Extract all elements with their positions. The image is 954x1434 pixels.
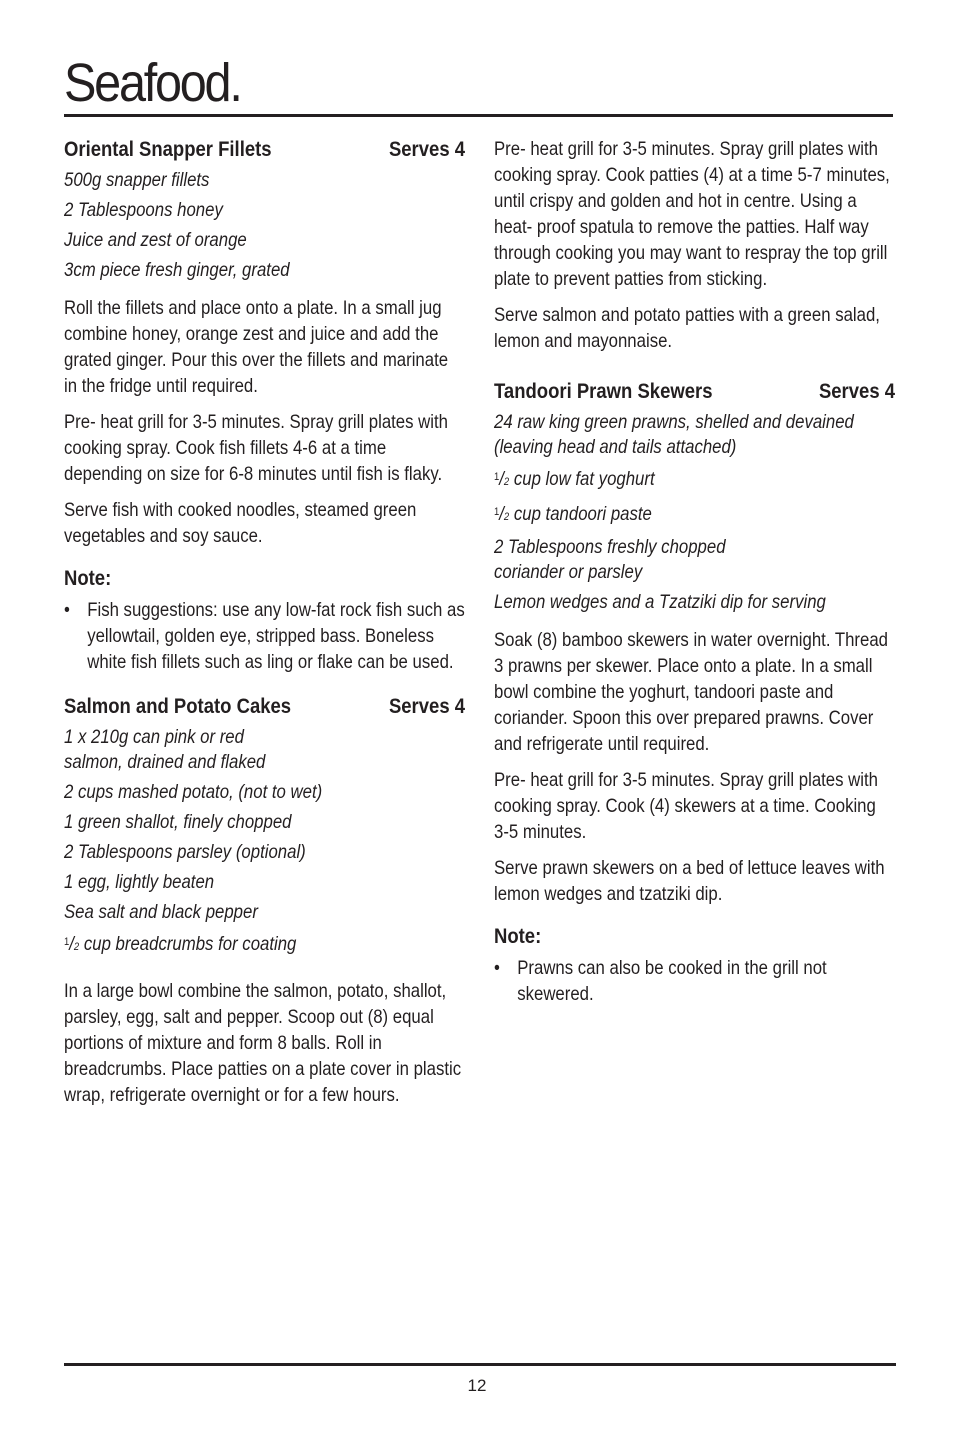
ingredient-item: 3cm piece fresh ginger, grated [64, 259, 290, 281]
right-column [494, 136, 896, 1025]
ingredient-item: Juice and zest of orange [64, 229, 247, 251]
recipe-heading-prawn [494, 378, 895, 404]
ingredient-item: 2 Tablespoons honey [64, 199, 223, 221]
ingredient-item: Lemon wedges and a Tzatziki dip for serving [494, 591, 826, 613]
top-divider [64, 114, 893, 117]
bullet-marker: • [64, 599, 70, 621]
ingredient-item: 1 x 210g can pink or red salmon, drained and flaked [64, 726, 266, 773]
ingredient-item: 2 Tablespoons parsley (optional) [64, 841, 306, 863]
note-heading: Note: [494, 924, 542, 948]
recipe-title: Salmon and Potato Cakes [64, 694, 292, 718]
method-paragraph: In a large bowl combine the salmon, potato, shallot, parsley, egg, salt and pepper. Scoop out (8) equal portions of mixture and form 8 balls. Roll in breadcrumbs. Place patties on a plate cover in plastic wrap, refrigerate overnight or for a few hours. [64, 980, 462, 1106]
note-bullet-item [494, 955, 895, 1007]
ingredient-list [494, 410, 895, 615]
method-paragraph: Serve salmon and potato patties with a green salad, lemon and mayonnaise. [494, 304, 880, 352]
ingredient-item [494, 500, 895, 530]
recipe-heading-snapper [64, 136, 465, 162]
method-paragraph: Serve fish with cooked noodles, steamed green vegetables and soy sauce. [64, 499, 417, 547]
fraction-slash: / [69, 933, 74, 955]
serves-label: Serves 4 [388, 137, 466, 161]
fraction-slash: / [499, 468, 504, 490]
right-column-content [494, 136, 895, 1007]
serves-label: Serves 4 [388, 694, 466, 718]
method-paragraph: Soak (8) bamboo skewers in water overnight. Thread 3 prawns per skewer. Place onto a plate. In a small bowl combine the yoghurt, tandoori paste and coriander. Spoon this over prepared prawns. Cover and refrigerate until required. [494, 629, 888, 755]
method-paragraph: Pre- heat grill for 3-5 minutes. Spray grill plates with cooking spray. Cook patties (4) at a time 5-7 minutes, until crispy and golden and hot in centre. Using a heat- proof spatula to remove the patties. Half way through cooking you may want to respray the top grill plate to prevent patties from sticking. [494, 138, 890, 290]
left-column-content [64, 136, 465, 1108]
fraction-numerator: 1 [494, 506, 500, 518]
method-paragraph: Serve prawn skewers on a bed of lettuce leaves with lemon wedges and tzatziki dip. [494, 857, 885, 905]
ingredient-list [64, 725, 465, 960]
note-text: Fish suggestions: use any low-fat rock fish such as yellowtail, golden eye, stripped bass. Boneless white fish fillets such as ling or flake can be used. [87, 599, 465, 673]
ingredient-list [64, 168, 465, 283]
ingredient-item: 1 egg, lightly beaten [64, 871, 215, 893]
ingredient-text: cup low fat yoghurt [509, 468, 655, 490]
note-text: Prawns can also be cooked in the grill not skewered. [517, 957, 827, 1005]
ingredient-item: 2 cups mashed potato, (not to wet) [64, 781, 323, 803]
ingredient-item: 24 raw king green prawns, shelled and devained (leaving head and tails attached) [494, 411, 854, 458]
ingredient-text: cup tandoori paste [509, 503, 652, 525]
page-number: 12 [467, 1376, 487, 1395]
ingredient-item: 1 green shallot, finely chopped [64, 811, 292, 833]
method-paragraph: Pre- heat grill for 3-5 minutes. Spray grill plates with cooking spray. Cook (4) skewers at a time. Cooking 3-5 minutes. [494, 769, 879, 843]
ingredient-text: cup breadcrumbs for coating [79, 933, 297, 955]
recipe-title: Tandoori Prawn Skewers [494, 379, 713, 403]
fraction-slash: / [499, 503, 504, 525]
note-bullet-item [64, 597, 465, 675]
serves-label: Serves 4 [818, 379, 896, 403]
fraction-denominator: 2 [503, 511, 510, 523]
method-paragraph: Pre- heat grill for 3-5 minutes. Spray grill plates with cooking spray. Cook fish fillets 4-6 at a time depending on size for 6-8 minutes until fish is flaky. [64, 411, 449, 485]
bullet-marker: • [494, 957, 500, 979]
note-heading: Note: [64, 566, 112, 590]
page-title: Seafood. [64, 53, 241, 113]
ingredient-item [494, 465, 895, 495]
method-paragraph: Roll the fillets and place onto a plate. In a small jug combine honey, orange zest and juice and add the grated ginger. Pour this over the fillets and marinate in the fridge until required. [64, 297, 449, 397]
bottom-divider [64, 1363, 896, 1366]
ingredient-item: 2 Tablespoons freshly chopped coriander or parsley [494, 536, 726, 583]
ingredient-item: Sea salt and black pepper [64, 901, 258, 923]
fraction-denominator: 2 [503, 476, 510, 488]
recipe-title: Oriental Snapper Fillets [64, 137, 272, 161]
recipe-heading-salmon [64, 693, 465, 719]
fraction-denominator: 2 [73, 941, 80, 953]
fraction-numerator: 1 [494, 471, 500, 483]
left-column [64, 136, 466, 1118]
fraction-numerator: 1 [64, 936, 70, 948]
ingredient-item: 500g snapper fillets [64, 169, 210, 191]
ingredient-item [64, 930, 465, 960]
